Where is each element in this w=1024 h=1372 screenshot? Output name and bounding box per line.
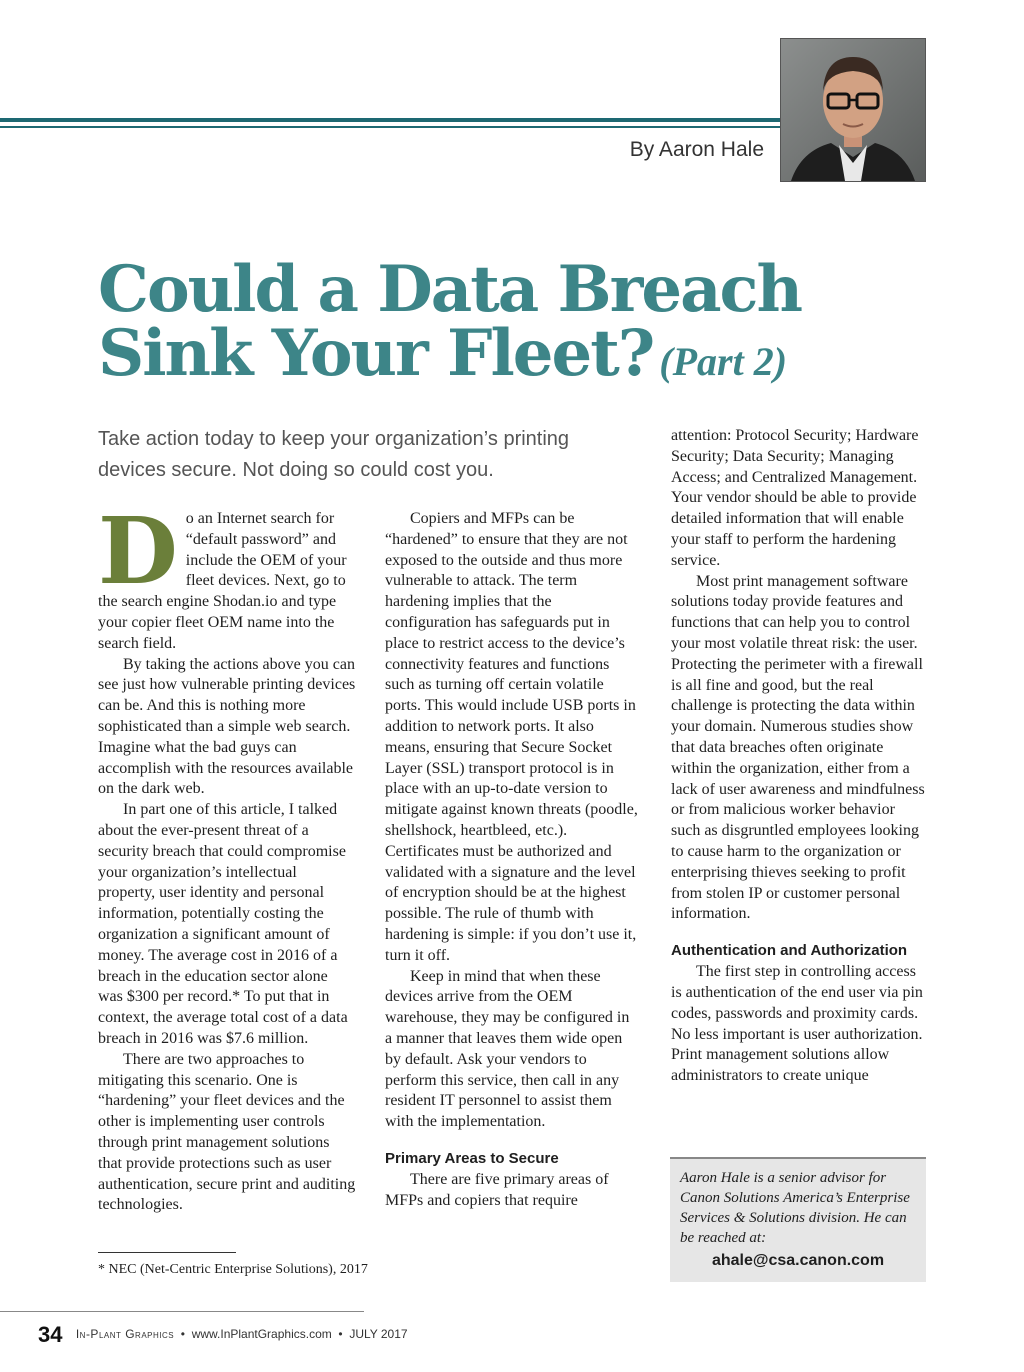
byline: By Aaron Hale (629, 138, 764, 161)
header-rule-top (0, 118, 782, 122)
paragraph: Copiers and MFPs can be “hardened” to ensure that they are not exposed to the outside and thus more vulnerable to attack. The term hardening implies that the configuration has safeguards put in place to restrict access to the device’s connectivity features and functions such as turning off certain volatile ports. This would include USB ports in addition to network ports. It also means, ensuring that Secure Socket Layer (SSL) transport protocol is in place with an up-to-date version to mitigate against known threats (poodle, shellshock, heartbleed, etc.). Certificates must be authorized and validated with a signature and the level of encryption should be at the highest possible. The rule of thumb with hardening is simple: if you don’t use it, turn it off. (385, 510, 638, 964)
page-footer (38, 1322, 408, 1348)
page-number: 34 (38, 1322, 63, 1347)
column-3 (671, 426, 927, 1087)
paragraph: There are two approaches to mitigating this scenario. One is “hardening” your fleet devices and the other is implementing user controls through print management solutions that provide protections such as user authentication, secure print and auditing technologies. (98, 1050, 356, 1214)
title-line-1: Could a Data Breach (98, 252, 802, 327)
article-deck: Take action today to keep your organization’s printing devices secure. Not doing so could cost you. (98, 428, 570, 481)
column-2 (385, 509, 640, 1212)
footer-separator: • (335, 1327, 346, 1342)
author-bio: Aaron Hale is a senior advisor for Canon Solutions America’s Enterprise Services & Solutions division. He can be reached at: (680, 1170, 910, 1246)
article-title (98, 252, 802, 394)
footnote-rule (98, 1252, 236, 1253)
header-rule-bottom (0, 126, 782, 128)
paragraph: There are five primary areas of MFPs and copiers that require (385, 1170, 609, 1209)
paragraph: In part one of this article, I talked about the ever-present threat of a security breach that could compromise your organization’s intellectual property, user identity and personal information, potentially costing the organization a significant amount of money. The average cost in 2016 of a breach in the education sector alone was $300 per record.* To put that in context, the average total cost of a data breach in 2016 was $7.6 million. (98, 801, 348, 1047)
paragraph: The first step in controlling access is authentication of the end user via pin codes, passwords and proximity cards. No less important is user authorization. Print management solutions allow administrators to create unique (671, 963, 923, 1085)
author-bio-box (670, 1157, 926, 1282)
publication-url[interactable]: www.InPlantGraphics.com (191, 1327, 332, 1342)
section-heading: Authentication and Authorization (671, 942, 908, 960)
paragraph: By taking the actions above you can see just how vulnerable printing devices can be. And this is nothing more sophisticated than a simple web search. Imagine what the bad guys can accomplish with the resources available on the dark web. (98, 655, 356, 798)
paragraph: Keep in mind that when these devices arrive from the OEM warehouse, they may be configured in a manner that leaves them wide open by default. Ask your vendors to perform this service, then call in any resident IT personnel to assist them with the implementation. (385, 967, 630, 1131)
drop-cap: D (98, 497, 178, 605)
issue-date: JULY 2017 (349, 1327, 408, 1342)
footer-separator: • (177, 1327, 189, 1342)
paragraph: Most print management software solutions today provide features and functions that can help you to control your most volatile threat risk: the user. Protecting the perimeter with a firewall is all fine and good, but the real challenge is protecting the data within your domain. Numerous studies show that data breaches often originate within the organization, either from a lack of user awareness and mindfulness or from malicious worker behavior such as disgruntled employees looking to cause harm to the organization or enterprising thieves seeking to profit from stolen IP or customer personal information. (671, 572, 925, 923)
column-1 (98, 497, 356, 1216)
paragraph: attention: Protocol Security; Hardware Security; Data Security; Managing Access; and Centralized Management. Your vendor should be able to provide detailed information that will enable your staff to perform the hardening service. (671, 427, 919, 569)
author-email[interactable]: ahale@csa.canon.com (711, 1252, 885, 1269)
section-heading: Primary Areas to Secure (385, 1149, 559, 1167)
publication-name: In-Plant Graphics (75, 1327, 175, 1342)
paragraph: Do an Internet search for “default password” and include the OEM of your fleet devices. Next, go to the search engine Shodan.io and type your copier fleet OEM name into the search field. (98, 497, 347, 652)
title-part: (Part 2) (659, 339, 788, 384)
footnote: * NEC (Net-Centric Enterprise Solutions), 2017 (98, 1262, 368, 1277)
author-photo (780, 38, 926, 182)
footer-rule (0, 1311, 364, 1312)
title-line-2: Sink Your Fleet? (98, 316, 654, 391)
